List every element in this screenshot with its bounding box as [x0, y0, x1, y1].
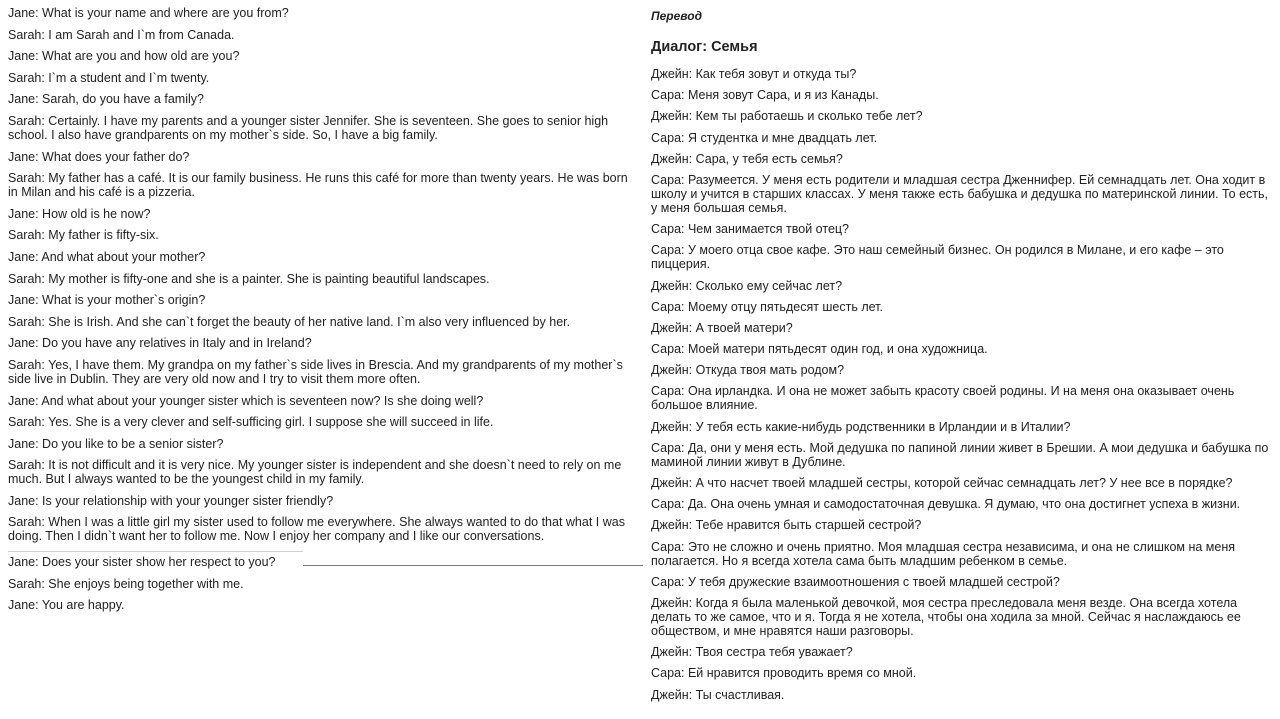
translation-line: Сара: Моей матери пятьдесят один год, и она художница.	[651, 342, 988, 357]
translation-line: Джейн: Тебе нравится быть старшей сестрой?	[651, 518, 922, 533]
translation-line: Сара: Разумеется. У меня есть родители и младшая сестра Дженнифер. Ей семнадцать лет. Она ходит в школу и учится в старших классах. У меня также есть бабушка и дедушка по материнской линии. То есть, у меня большая семья.	[651, 172, 1269, 215]
dialogue-line: Jane: And what about your younger sister which is seventeen now? Is she doing well?	[8, 393, 484, 408]
translation-line: Джейн: А что насчет твоей младшей сестры, которой сейчас семнадцать лет? У нее все в порядке?	[651, 476, 1233, 490]
dialogue-line: Jane: Is your relationship with your younger sister friendly?	[8, 493, 334, 508]
translation-line: Сара: Меня зовут Сара, и я из Канады.	[651, 88, 879, 103]
translation-line: Сара: У моего отца свое кафе. Это наш семейный бизнес. Он родился в Милане, и его кафе – это пиццерия.	[651, 243, 1224, 272]
english-dialogue	[8, 6, 633, 551]
dialogue-line: Sarah: My mother is fifty-one and she is a painter. She is painting beautiful landscapes.	[8, 271, 490, 286]
dialogue-line: Jane: How old is he now?	[8, 206, 151, 221]
dialogue-line: Sarah: When I was a little girl my sister used to follow me everywhere. She always wanted to do that what I was doing. Then I didn`t want her to follow me. Now I enjoy her company and I like our conversations.	[8, 515, 625, 544]
translation-line: Джейн: Твоя сестра тебя уважает?	[651, 645, 853, 660]
english-dialogue-tail	[8, 555, 628, 620]
translation-line: Джейн: Кем ты работаешь и сколько тебе лет?	[651, 109, 923, 124]
dialogue-line: Sarah: My father is fifty-six.	[8, 228, 159, 243]
dialogue-line: Jane: Do you have any relatives in Italy and in Ireland?	[8, 336, 312, 351]
dialogue-line: Sarah: Yes, I have them. My grandpa on my father`s side lives in Brescia. And my grandparents of my mother`s side live in Dublin. They are very old now and I try to visit them more often.	[8, 357, 623, 386]
translation-line: Джейн: Как тебя зовут и откуда ты?	[651, 67, 857, 81]
dialogue-line: Jane: What is your mother`s origin?	[8, 293, 206, 308]
dialogue-line: Sarah: Certainly. I have my parents and a younger sister Jennifer. She is seventeen. She goes to senior high school. I also have grandparents on my mother`s side. So, I have a big family.	[8, 113, 609, 142]
translation-line: Джейн: Откуда твоя мать родом?	[651, 363, 845, 378]
divider-light	[8, 551, 303, 552]
dialogue-line: Jane: What does your father do?	[8, 149, 190, 164]
translation-line: Джейн: Сара, у тебя есть семья?	[651, 151, 843, 166]
dialogue-line: Sarah: I am Sarah and I`m from Canada.	[8, 27, 235, 42]
dialogue-line: Jane: What are you and how old are you?	[8, 49, 240, 64]
dialogue-line: Sarah: It is not difficult and it is very nice. My younger sister is independent and she doesn`t need to rely on me much. But I always wanted to be the youngest child in my family.	[8, 458, 622, 487]
dialogue-line: Jane: You are happy.	[8, 598, 125, 613]
dialogue-line: Sarah: I`m a student and I`m twenty.	[8, 70, 210, 85]
translation-line: Сара: Да, они у меня есть. Мой дедушка по папиной линии живет в Брешии. А мои дедушка и бабушка по маминой линии живут в Дублине.	[651, 440, 1269, 469]
dialogue-line: Jane: Do you like to be a senior sister?	[8, 436, 224, 451]
dialogue-line: Sarah: She is Irish. And she can`t forget the beauty of her native land. I`m also very influenced by her.	[8, 314, 571, 329]
translation-line: Джейн: А твоей матери?	[651, 320, 793, 335]
translation-line: Джейн: Сколько ему сейчас лет?	[651, 278, 843, 293]
dialogue-line: Jane: Sarah, do you have a family?	[8, 92, 204, 107]
translation-line: Сара: У тебя дружеские взаимоотношения с твоей младшей сестрой?	[651, 574, 1060, 589]
dialogue-line: Sarah: My father has a café. It is our family business. He runs this café for more than twenty years. He was born in Milan and his café is a pizzeria.	[8, 171, 628, 200]
translation-line: Сара: Она ирландка. И она не может забыть красоту своей родины. И на меня она оказывает очень большое влияние.	[651, 384, 1235, 413]
translation-line: Сара: Чем занимается твой отец?	[651, 222, 850, 237]
translation-line: Джейн: Когда я была маленькой девочкой, моя сестра преследовала меня везде. Она всегда хотела делать то же самое, что и я. Тогда я не хотела, чтобы она ходила за мной. Сейчас я наслаждаюсь ее обществом, и мне нравятся наши разговоры.	[651, 595, 1241, 638]
translation-line: Сара: Ей нравится проводить время со мной.	[651, 666, 917, 681]
translation-line: Сара: Я студентка и мне двадцать лет.	[651, 130, 878, 145]
dialogue-line: Jane: What is your name and where are you from?	[8, 6, 289, 20]
translation-line: Джейн: У тебя есть какие-нибудь родственники в Ирландии и в Италии?	[651, 419, 1071, 434]
translation-label: Перевод	[651, 9, 703, 23]
translation-line: Сара: Моему отцу пятьдесят шесть лет.	[651, 299, 883, 314]
translation-line: Сара: Это не сложно и очень приятно. Моя младшая сестра независима, и она не слишком на меня полагается. Но я всегда хотела сама быть младшим ребенком в семье.	[651, 539, 1236, 568]
translation-line: Сара: Да. Она очень умная и самодостаточная девушка. Я думаю, что она достигнет успеха в жизни.	[651, 497, 1241, 512]
dialogue-line: Sarah: She enjoys being together with me.	[8, 576, 244, 591]
dialogue-line: Sarah: Yes. She is a very clever and self-sufficing girl. I suppose she will succeed in life.	[8, 415, 494, 430]
dialogue-line: Jane: And what about your mother?	[8, 249, 206, 264]
dialogue-line: Jane: Does your sister show her respect to you?	[8, 555, 276, 569]
russian-translation	[651, 9, 1273, 709]
translation-title: Диалог: Семья	[651, 39, 758, 55]
translation-line: Джейн: Ты счастливая.	[651, 687, 785, 702]
